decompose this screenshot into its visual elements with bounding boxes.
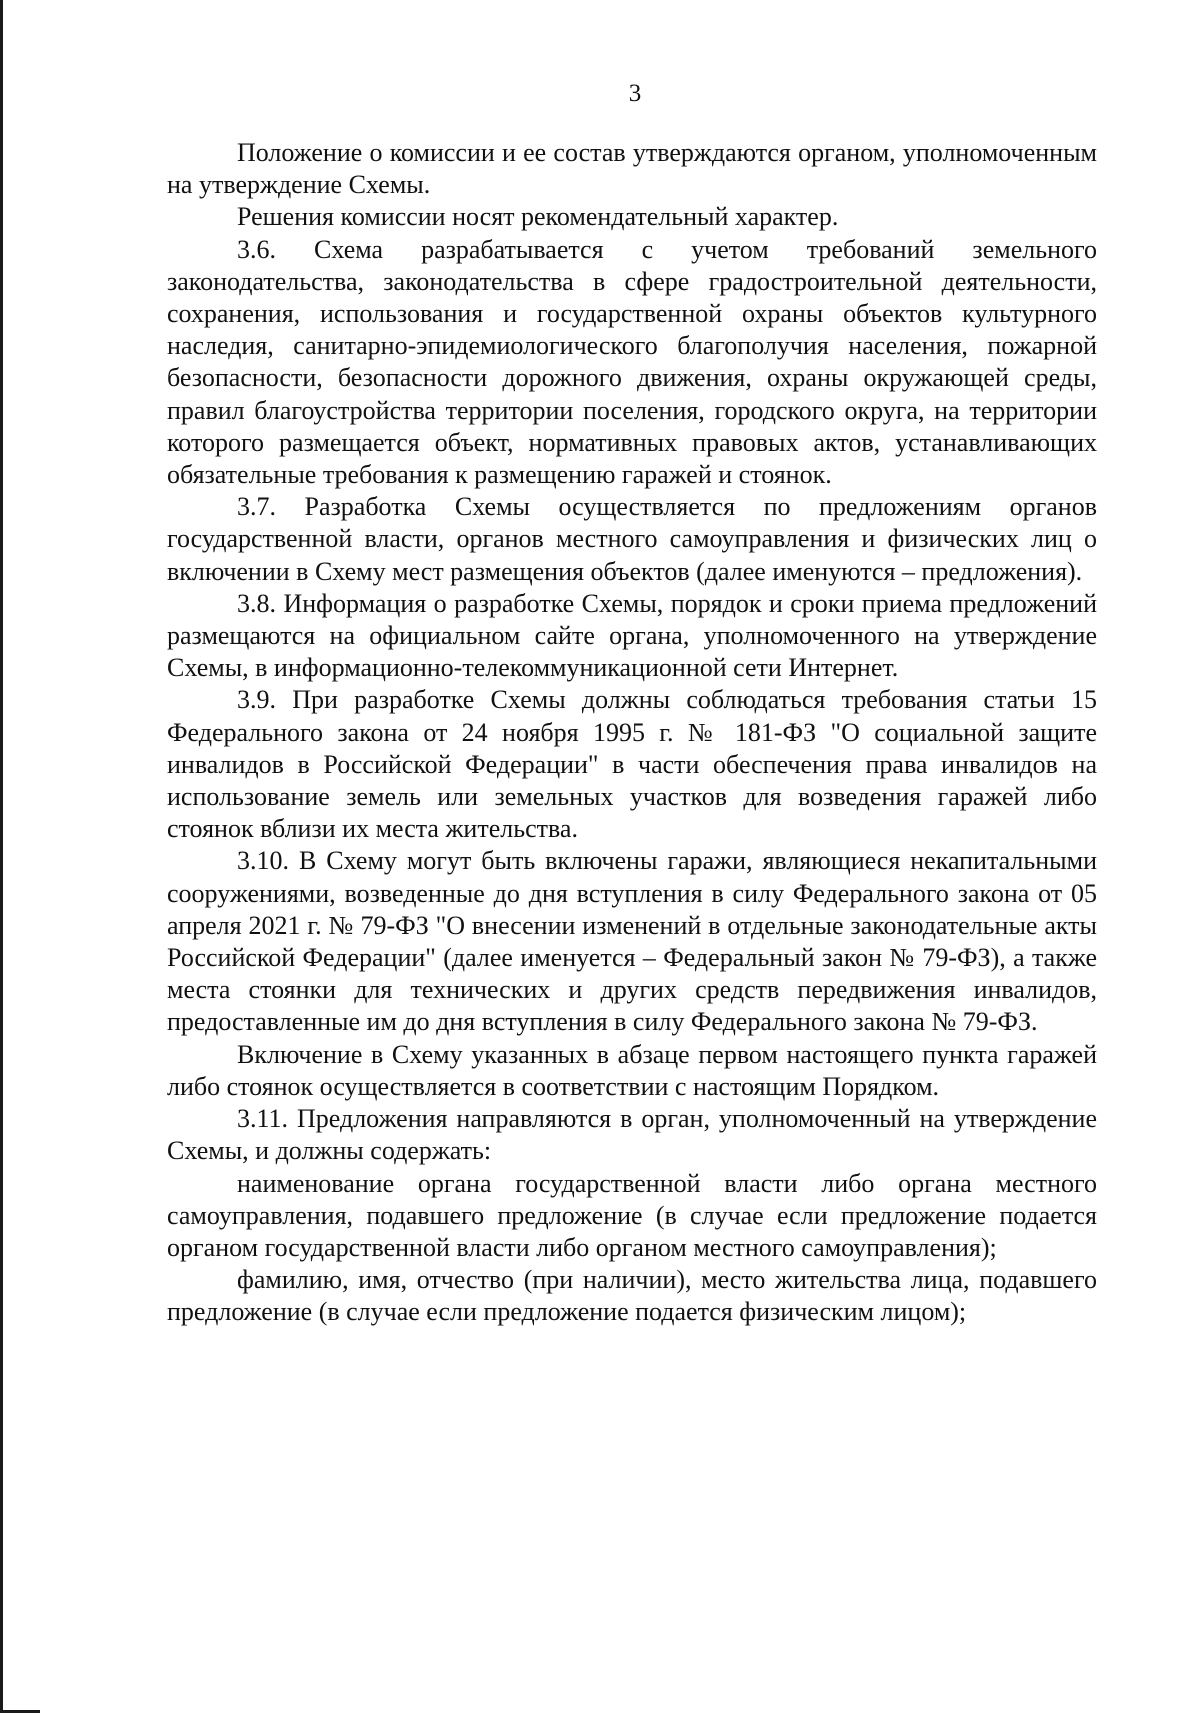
paragraph-3-7: 3.7. Разработка Схемы осуществляется по предложениям органов государственной власти, органов местного самоуправления и физических лиц о включении в Схему мест размещения объектов (далее именуются – предложения). [167,492,1097,586]
paragraph-3-11-item-authority: наименование органа государственной власти либо органа местного самоуправления, подавшего предложение (в случае если предложение подается органом государственной власти либо органом местного самоуправления); [167,1168,1097,1262]
paragraph-3-9: 3.9. При разработке Схемы должны соблюдаться требования статьи 15 Федерального закона от 24 ноября 1995 г. № 181-ФЗ "О социальной защите инвалидов в Российской Федерации" в части обеспечения права инвалидов на использование земель или земельных участков для возведения гаражей либо стоянок вблизи их места жительства. [167,685,1097,844]
paragraph-commission-regulation: Положение о комиссии и ее состав утверждаются органом, уполномоченным на утверждение Схемы. [167,138,1097,200]
page-number: 3 [628,80,642,107]
paragraph-3-10: 3.10. В Схему могут быть включены гаражи, являющиеся некапитальными сооружениями, возведенные до дня вступления в силу Федерального закона от 05 апреля 2021 г. № 79-ФЗ "О внесении изменений в отдельные законодательные акты Российской Федерации" (далее именуется – Федеральный закон № 79-ФЗ), а также места стоянки для технических и других средств передвижения инвалидов, предоставленные им до дня вступления в силу Федерального закона № 79-ФЗ. [167,846,1097,1037]
paragraph-3-6: 3.6. Схема разрабатывается с учетом требований земельного законодательства, законодательства в сфере градостроительной деятельности, сохранения, использования и государственной охраны объектов культурного наследия, санитарно-эпидемиологического благополучия населения, пожарной безопасности, безопасности дорожного движения, охраны окружающей среды, правил благоустройства территории поселения, городского округа, на территории которого размещается объект, нормативных правовых актов, устанавливающих обязательные требования к размещению гаражей и стоянок. [167,234,1097,490]
paragraph-commission-decisions: Решения комиссии носят рекомендательный характер. [237,202,839,232]
paragraph-3-10-inclusion: Включение в Схему указанных в абзаце первом настоящего пункта гаражей либо стоянок осуществляется в соответствии с настоящим Порядком. [167,1039,1097,1101]
scan-edge-left [0,0,3,1713]
paragraph-3-11: 3.11. Предложения направляются в орган, уполномоченный на утверждение Схемы, и должны содержать: [167,1104,1097,1166]
paragraph-3-11-item-person: фамилию, имя, отчество (при наличии), место жительства лица, подавшего предложение (в случае если предложение подается физическим лицом); [167,1265,1097,1327]
document-body [167,137,1097,1329]
paragraph-3-8: 3.8. Информация о разработке Схемы, порядок и сроки приема предложений размещаются на официальном сайте органа, уполномоченного на утверждение Схемы, в информационно-телекоммуникационной сети Интернет. [167,588,1097,683]
